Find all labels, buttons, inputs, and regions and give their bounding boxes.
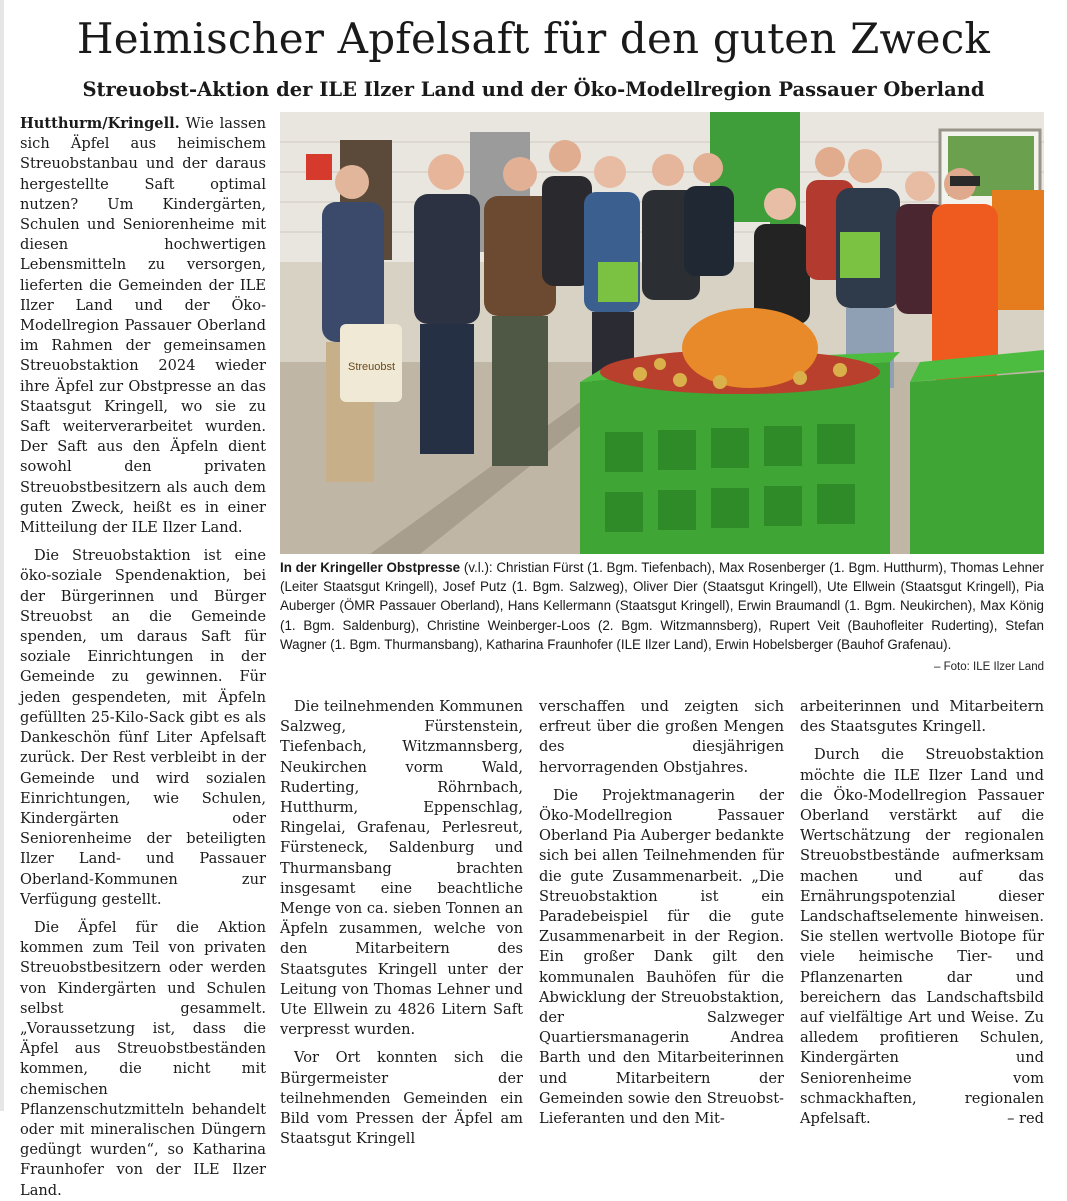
paragraph-2: Die Streuobstaktion ist eine öko-soziale Spendenaktion, bei der Bürgerinnen und Bürger Streuobst an die Gemeinde spenden, um daraus Saft für soziale Einrichtungen in der Gemeinde zu gewinnen. Für jeden gespendeten, mit Äpfeln gefüllten 25-Kilo-Sack gibt es als Dankeschön fünf Liter Apfelsaft zurück. Der Rest verbleibt in der Gemeinde und wird sozialen Einrichtungen, wie Schulen, Kindergärten oder Seniorenheime der beteiligten Ilzer Land- und Passauer Oberland-Kommunen zur Verfügung gestellt.	[20, 547, 266, 908]
article-subheadline: Streuobst-Aktion der ILE Ilzer Land und der Öko-Modellregion Passauer Oberland	[82, 78, 985, 101]
paragraph-7	[800, 745, 1044, 1129]
paragraph-6-continued: arbeiterinnen und Mitarbeitern des Staatsgutes Kringell.	[800, 698, 1044, 736]
paragraph-3: Die Äpfel für die Aktion kommen zum Teil von privaten Streuobstbesitzern oder werden von Kindergärten und Schulen selbst gesammelt. „Voraussetzung ist, dass die Äpfel aus Streuobstbeständen kommen, die nicht mit chemischen Pflanzenschutzmitteln behandelt oder mit mineralischen Düngern gedüngt wurden“, so Katharina Fraunhofer von der ILE Ilzer Land.	[20, 918, 266, 1199]
column-1	[20, 114, 266, 1199]
column-2	[280, 697, 523, 1148]
column-4	[800, 697, 1044, 1128]
photo-caption	[280, 558, 1044, 654]
article-photo	[280, 112, 1044, 554]
paragraph-5: Vor Ort konnten sich die Bürgermeister der teilnehmenden Gemeinden ein Bild vom Pressen der Äpfel am Staatsgut Kringell	[280, 1049, 523, 1148]
paragraph-5-continued: verschaffen und zeigten sich erfreut über die großen Mengen des diesjährigen hervorragenden Obstjahres.	[539, 698, 784, 776]
column-3	[539, 697, 784, 1128]
photo-credit: – Foto: ILE Ilzer Land	[934, 661, 1044, 673]
paragraph-1-text: Wie lassen sich Äpfel aus heimischem Streuobstanbau und der daraus hergestellte Saft optimal nutzen? Um Kindergärten, Schulen und Seniorenheime mit diesen hochwertigen Lebensmitteln zu versorgen, lieferten die Gemeinden der ILE Ilzer Land und der Öko-Modellregion Passauer Oberland im Rahmen der gemeinsamen Streuobstaktion 2024 wieder ihre Äpfel zur Obstpresse an das Staatsgut Kringell, wo sie zu Saft weiterverarbeitet wurden. Der Saft aus den Äpfeln dient sowohl den privaten Streuobstbesitzern als auch dem guten Zweck, heißt es in einer Mitteilung der ILE Ilzer Land.	[20, 115, 266, 537]
page-edge	[0, 0, 4, 1111]
author-tag: – red	[1007, 1110, 1044, 1128]
paragraph-4: Die teilnehmenden Kommunen Salzweg, Fürstenstein, Tiefenbach, Witzmannsberg, Neukirchen vorm Wald, Ruderting, Röhrnbach, Hutthurm, Eppenschlag, Ringelai, Grafenau, Perlesreut, Fürsteneck, Saldenburg und Thurmansbang brachten insgesamt eine beachtliche Menge von ca. sieben Tonnen an Äpfeln zusammen, welche von den Mitarbeitern des Staatsgutes Kringell unter der Leitung von Thomas Lehner und Ute Ellwein zu 4826 Litern Saft verpresst wurden.	[280, 698, 523, 1039]
paragraph-6: Die Projektmanagerin der Öko-Modellregion Passauer Oberland Pia Auberger bedankte sich bei allen Teilnehmenden für die gute Zusammenarbeit. „Die Streuobstaktion ist ein Paradebeispiel für die gute Zusammenarbeit in der Region. Ein großer Dank gilt den kommunalen Bauhöfen für die Abwicklung der Streuobstaktion, der Salzweger Quartiersmanagerin Andrea Barth und den Mitarbeiterinnen und Mitarbeitern der Gemeinden sowie den Streuobst-Lieferanten und den Mit-	[539, 786, 784, 1128]
caption-lead: In der Kringeller Obstpresse	[280, 560, 461, 575]
paragraph-1	[20, 114, 266, 538]
caption-text: (v.l.): Christian Fürst (1. Bgm. Tiefenbach), Max Rosenberger (1. Bgm. Hutthurm), Thomas Lehner (Leiter Staatsgut Kringell), Josef Putz (1. Bgm. Salzweg), Oliver Dier (Staatsgut Kringell), Ute Ellwein (Staatsgut Kringell), Pia Auberger (ÖMR Passauer Oberland), Hans Kellermann (Staatsgut Kringell), Erwin Braumandl (1. Bgm. Neukirchen), Max König (1. Bgm. Saldenburg), Christine Weinberger-Loos (2. Bgm. Witzmannsberg), Rupert Veit (Bauhofleiter Ruderting), Stefan Wagner (1. Bgm. Thurmansbang), Katharina Fraunhofer (ILE Ilzer Land), Erwin Hobelsberger (Bauhof Grafenau).	[280, 560, 1045, 652]
paragraph-7-text: Durch die Streuobstaktion möchte die ILE Ilzer Land und die Öko-Modellregion Passauer Oberland verstärkt auf die Wertschätzung der regionalen Streuobstbestände aufmerksam machen und auf das Ernährungspotenzial dieser Landschaftselemente hinweisen. Sie stellen wertvolle Biotope für viele heimische Tier- und Pflanzenarten dar und bereichern das Landschaftsbild auf vielfältige Art und Weise. Zu alledem profitieren Schulen, Kindergärten und Seniorenheime vom schmackhaften, regionalen Apfelsaft.	[800, 746, 1044, 1128]
photo-illustration	[280, 112, 1044, 554]
article-headline: Heimischer Apfelsaft für den guten Zweck	[76, 14, 991, 63]
dateline: Hutthurm/Kringell.	[20, 115, 180, 132]
bag-text: Streuobst	[348, 361, 396, 373]
